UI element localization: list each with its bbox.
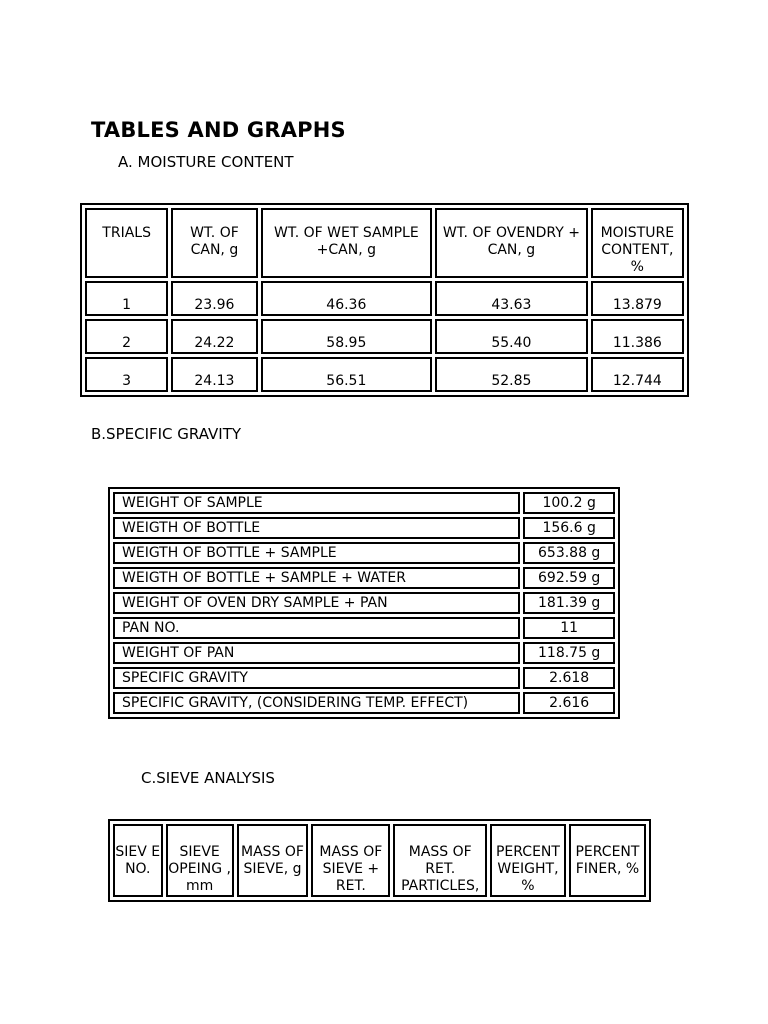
- header-cell: WT. OF OVENDRY + CAN, g: [435, 208, 588, 278]
- header-cell: MASS OF SIEVE + RET.: [311, 824, 390, 897]
- specific-gravity-table: [108, 487, 620, 719]
- table-cell: 24.13: [171, 357, 257, 392]
- header-cell: TRIALS: [85, 208, 168, 278]
- header-cell: WT. OF CAN, g: [171, 208, 257, 278]
- row-value: 653.88 g: [523, 542, 615, 564]
- row-value: 118.75 g: [523, 642, 615, 664]
- header-cell: PERCENT WEIGHT, %: [490, 824, 566, 897]
- header-cell: WT. OF WET SAMPLE +CAN, g: [261, 208, 433, 278]
- row-label: WEIGHT OF PAN: [113, 642, 520, 664]
- header-cell: PERCENT FINER, %: [569, 824, 646, 897]
- table-row: [113, 692, 615, 714]
- table-cell: 11.386: [591, 319, 684, 354]
- table-cell: 55.40: [435, 319, 588, 354]
- page-title: TABLES AND GRAPHS: [91, 118, 346, 142]
- sieve-analysis-table: [108, 819, 651, 902]
- row-label: WEIGHT OF SAMPLE: [113, 492, 520, 514]
- section-c-heading: C.SIEVE ANALYSIS: [141, 769, 275, 787]
- header-cell: MOISTURE CONTENT, %: [591, 208, 684, 278]
- section-a-heading: A. MOISTURE CONTENT: [118, 153, 294, 171]
- row-label: WEIGHT OF OVEN DRY SAMPLE + PAN: [113, 592, 520, 614]
- table-cell: 24.22: [171, 319, 257, 354]
- table-row: [113, 642, 615, 664]
- row-label: PAN NO.: [113, 617, 520, 639]
- header-cell: SIEVE OPEING , mm: [166, 824, 234, 897]
- row-value: 2.618: [523, 667, 615, 689]
- table-row: [85, 281, 684, 316]
- table-cell: 1: [85, 281, 168, 316]
- moisture-content-table: [80, 203, 689, 397]
- table-row: [113, 667, 615, 689]
- row-value: 2.616: [523, 692, 615, 714]
- table-cell: 46.36: [261, 281, 433, 316]
- row-value: 11: [523, 617, 615, 639]
- row-value: 692.59 g: [523, 567, 615, 589]
- table-cell: 2: [85, 319, 168, 354]
- table-cell: 12.744: [591, 357, 684, 392]
- table-row: [113, 492, 615, 514]
- table-header-row: [113, 824, 646, 897]
- row-label: WEIGTH OF BOTTLE + SAMPLE: [113, 542, 520, 564]
- table-row: [85, 357, 684, 392]
- row-value: 156.6 g: [523, 517, 615, 539]
- row-label: SPECIFIC GRAVITY: [113, 667, 520, 689]
- header-cell: MASS OF RET. PARTICLES,: [393, 824, 487, 897]
- table-row: [85, 319, 684, 354]
- section-b-heading: B.SPECIFIC GRAVITY: [91, 425, 242, 443]
- table-cell: 3: [85, 357, 168, 392]
- header-cell: SIEV E NO.: [113, 824, 163, 897]
- table-cell: 58.95: [261, 319, 433, 354]
- table-row: [113, 542, 615, 564]
- table-cell: 43.63: [435, 281, 588, 316]
- table-header-row: [85, 208, 684, 278]
- table-row: [113, 517, 615, 539]
- header-cell: MASS OF SIEVE, g: [237, 824, 309, 897]
- table-cell: 56.51: [261, 357, 433, 392]
- row-label: WEIGTH OF BOTTLE + SAMPLE + WATER: [113, 567, 520, 589]
- row-label: SPECIFIC GRAVITY, (CONSIDERING TEMP. EFFECT): [113, 692, 520, 714]
- row-label: WEIGTH OF BOTTLE: [113, 517, 520, 539]
- table-cell: 23.96: [171, 281, 257, 316]
- table-row: [113, 617, 615, 639]
- table-cell: 52.85: [435, 357, 588, 392]
- table-cell: 13.879: [591, 281, 684, 316]
- row-value: 181.39 g: [523, 592, 615, 614]
- table-row: [113, 567, 615, 589]
- table-row: [113, 592, 615, 614]
- row-value: 100.2 g: [523, 492, 615, 514]
